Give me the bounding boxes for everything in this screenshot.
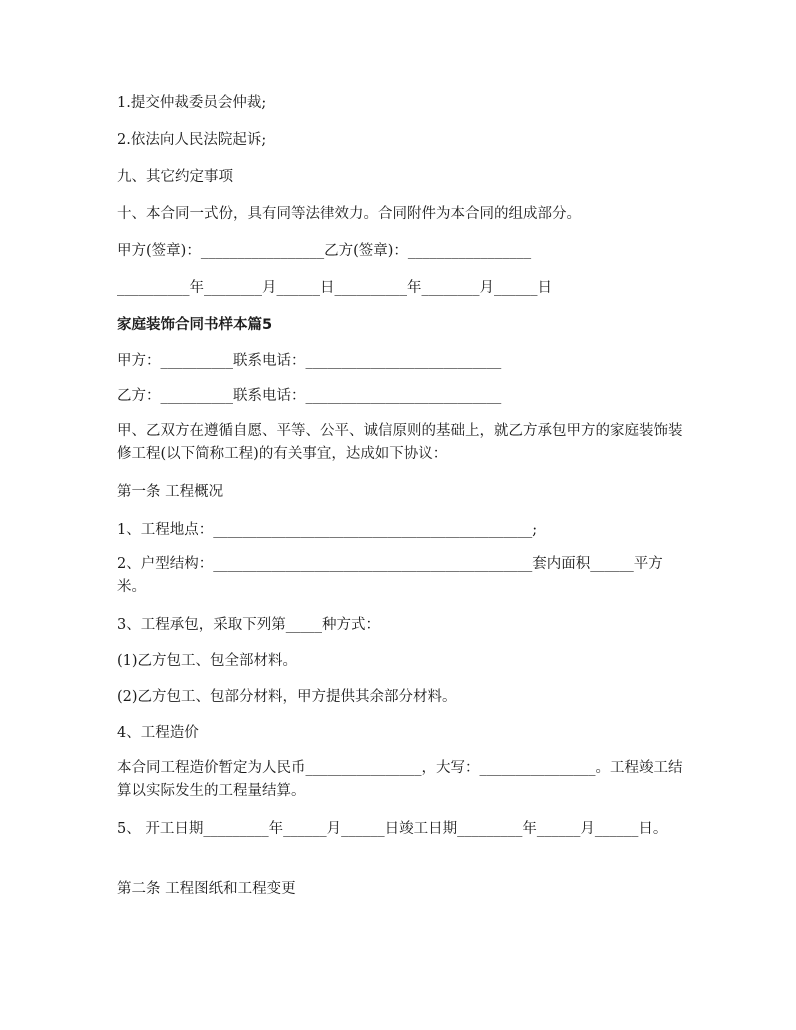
option-full-materials: (1)乙方包工、包全部材料。 [117,653,298,669]
clause-line-arbitration: 1.提交仲裁委员会仲裁; [117,95,267,111]
project-cost-paragraph: 本合同工程造价暂定为人民币________________，大写：________________。工程竣工结算以实际发生的工程量结算。 [117,760,683,799]
clause-line-lawsuit: 2.依法向人民法院起诉; [117,132,267,148]
section-title: 家庭装饰合同书样本篇5 [117,317,273,333]
house-structure-line: 2、户型结构：____________________________________________套内面积______平方米。 [117,556,663,595]
party-a-line: 甲方：__________联系电话：___________________________ [117,353,502,369]
signature-line: 甲方(签章)：_________________乙方(签章)：_________________ [117,243,532,259]
section-heading-other-matters: 九、其它约定事项 [117,169,233,185]
contract-method-line: 3、工程承包，采取下列第_____种方式： [117,617,380,633]
schedule-line: 5、 开工日期_________年______月______日竣工日期_________年______月______日。 [117,821,668,837]
option-partial-materials: (2)乙方包工、包部分材料，甲方提供其余部分材料。 [117,689,457,705]
clause-line-copies: 十、本合同一式份，具有同等法律效力。合同附件为本合同的组成部分。 [117,206,581,222]
agreement-paragraph: 甲、乙双方在遵循自愿、平等、公平、诚信原则的基础上，就乙方承包甲方的家庭装饰装修工程(以下简称工程)的有关事宜，达成如下协议： [117,423,683,462]
date-line: __________年________月______日__________年________月______日 [117,280,552,296]
project-cost-heading: 4、工程造价 [117,725,199,741]
party-b-line: 乙方：__________联系电话：___________________________ [117,388,502,404]
project-location-line: 1、工程地点：____________________________________________; [117,522,538,538]
article-heading-overview: 第一条 工程概况 [117,484,224,500]
article-heading-drawings: 第二条 工程图纸和工程变更 [117,881,296,897]
